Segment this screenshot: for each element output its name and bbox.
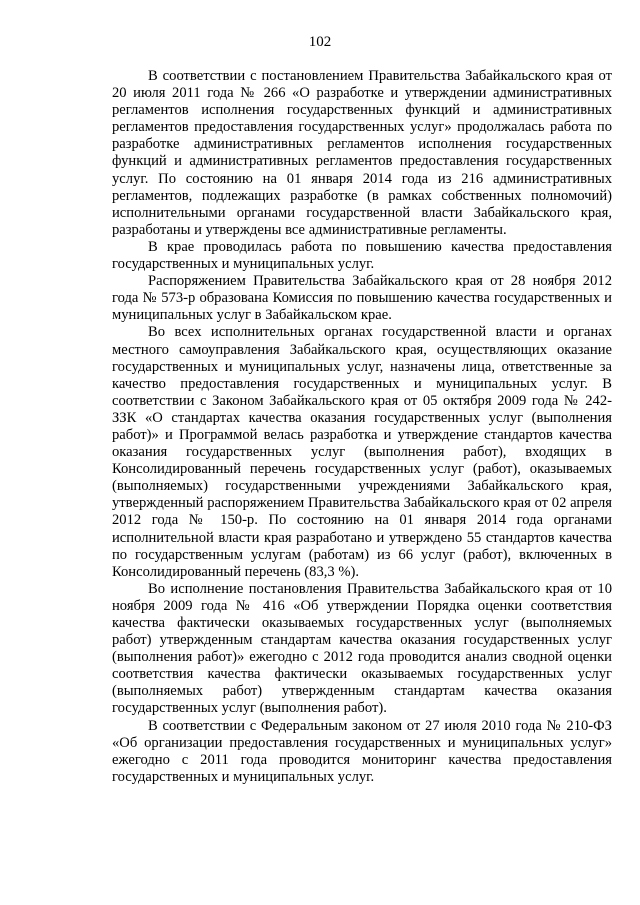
paragraph-quality-assessment: Во исполнение постановления Правительства Забайкальского края от 10 ноября 2009 года № 416 «Об утверждении Порядка оценки соответствия качества фактически оказываемых государственных услуг (выполняемых работ) утвержденным стандартам качества оказания государственных услуг (выполнения работ)» ежегодно с 2012 года проводится анализ сводной оценки соответствия качества фактически оказываемых государственных услуг (выполняемых работ) утвержденным стандартам качества оказания государственных услуг (выполнения работ).: [112, 580, 612, 717]
paragraph-monitoring: В соответствии с Федеральным законом от 27 июля 2010 года № 210-ФЗ «Об организации предоставления государственных и муниципальных услуг» ежегодно с 2011 года проводится мониторинг качества предоставления государственных и муниципальных услуг.: [112, 717, 612, 785]
paragraph-service-quality-work: В крае проводилась работа по повышению качества предоставления государственных и муниципальных услуг.: [112, 238, 612, 273]
page-number: 102: [308, 34, 332, 50]
paragraph-quality-standards: Во всех исполнительных органах государственной власти и органах местного самоуправления Забайкальского края, осуществляющих оказание государственных и муниципальных услуг, назначены лица, ответственные за качество предоставления государственных и муниципальных услуг. В соответствии с Законом Забайкальского края от 05 октября 2009 года № 242-ЗЗК «О стандартах качества оказания государственных услуг (выполнения работ)» и Программой велась разработка и утверждение стандартов качества оказания государственных услуг (выполнения работ), входящих в Консолидированный перечень государственных услуг (работ), оказываемых (выполняемых) государственными учреждениями Забайкальского края, утвержденный распоряжением Правительства Забайкальского края от 02 апреля 2012 года № 150-р. По состоянию на 01 января 2014 года органами исполнительной власти края разработано и утверждено 55 стандартов качества по государственным услугам (работам) из 66 услуг (работ), включенных в Консолидированный перечень (83,3 %).: [112, 324, 612, 580]
document-body: [112, 68, 612, 786]
paragraph-administrative-regulations: В соответствии с постановлением Правительства Забайкальского края от 20 июля 2011 года № 266 «О разработке и утверждении административных регламентов исполнения государственных функций и административных регламентов предоставления государственных услуг» продолжалась работа по разработке административных регламентов исполнения государственных функций и административных регламентов предоставления государственных услуг. По состоянию на 01 января 2014 года из 216 административных регламентов, подлежащих разработке (в рамках собственных полномочий) исполнительными органами государственной власти Забайкальского края, разработаны и утверждены все административные регламенты.: [112, 68, 612, 238]
paragraph-commission-established: Распоряжением Правительства Забайкальского края от 28 ноября 2012 года № 573-р образована Комиссия по повышению качества государственных и муниципальных услуг в Забайкальском крае.: [112, 273, 612, 324]
